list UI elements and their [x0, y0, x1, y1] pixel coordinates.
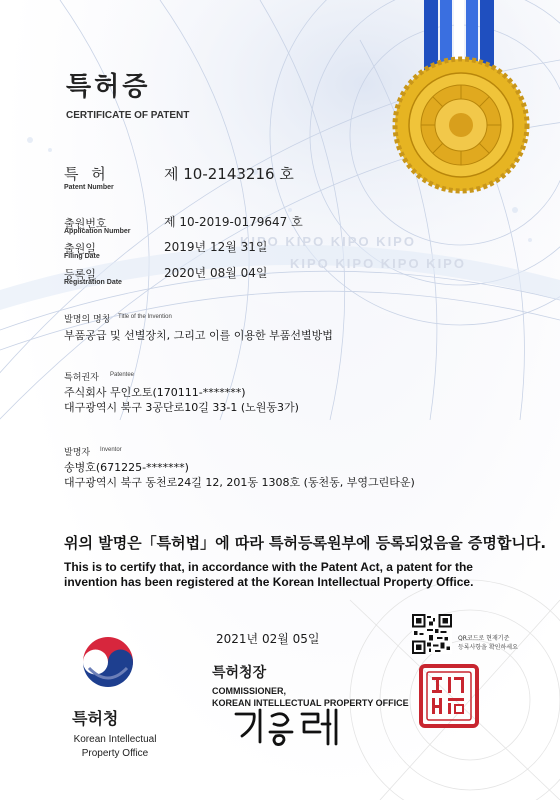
- registration-date-label: 등록일: [64, 268, 96, 281]
- gold-seal: [392, 56, 530, 194]
- patentee-label: 특허권자: [64, 373, 99, 383]
- registration-date-label-en: Registration Date: [64, 279, 122, 286]
- commissioner-title-english-line1: COMMISSIONER,: [212, 686, 287, 696]
- patent-number-label-en: Patent Number: [64, 184, 114, 191]
- commissioner-title-english-line2: KOREAN INTELLECTUAL PROPERTY OFFICE: [212, 698, 409, 708]
- kipo-watermark: KIPO KIPO KIPO KIPO: [290, 256, 466, 271]
- office-name-english-line1: Korean Intellectual: [73, 734, 157, 745]
- commissioner-title-korean: 특허청장: [212, 665, 267, 681]
- patentee-name: 주식회사 무인오토(170111-*******): [64, 386, 246, 399]
- qr-note-line1: QR코드로 현재기준: [458, 635, 510, 642]
- filing-date-label-en: Filing Date: [64, 253, 100, 260]
- certification-english-line1: This is to certify that, in accordance with the Patent Act, a patent for the: [64, 560, 473, 574]
- patentee-address: 대구광역시 북구 3공단로10길 33-1 (노원동3가): [64, 401, 299, 414]
- certification-english-line2: invention has been registered at the Korean Intellectual Property Office.: [64, 575, 474, 589]
- filing-date-value: 2019년 12월 31일: [164, 240, 268, 254]
- official-red-stamp: [418, 663, 480, 729]
- patent-number-value: 제 10-2143216 호: [164, 165, 294, 183]
- document-title: 특허증: [66, 72, 151, 102]
- inventor-address: 대구광역시 북구 동천로24길 12, 201동 1308호 (동천동, 부영그린타운): [64, 476, 415, 489]
- application-number-value: 제 10-2019-0179647 호: [164, 215, 303, 229]
- inventor-label: 발명자: [64, 448, 91, 458]
- filing-date-label: 출원일: [64, 242, 96, 255]
- inventor-label-en: Inventor: [100, 447, 122, 453]
- commissioner-signature: [232, 708, 350, 748]
- registration-date-value: 2020년 08월 04일: [164, 266, 268, 280]
- document-subtitle: CERTIFICATE OF PATENT: [66, 110, 190, 121]
- issue-date: 2021년 02월 05일: [216, 632, 320, 646]
- kipo-logo-icon: [75, 632, 141, 698]
- patent-number-label: 특 허: [64, 165, 110, 183]
- invention-title-value: 부품공급 및 선별장치, 그리고 이를 이용한 부품선별방법: [64, 329, 333, 342]
- certification-korean: 위의 발명은「특허법」에 따라 특허등록원부에 등록되었음을 증명합니다.: [64, 534, 547, 552]
- invention-title-label-en: Title of the Invention: [118, 314, 172, 320]
- application-number-label-en: Application Number: [64, 228, 131, 235]
- kipo-watermark: KIPO KIPO KIPO KIPO: [240, 234, 416, 249]
- application-number-label: 출원번호: [64, 217, 107, 230]
- office-name-english-line2: Property Office: [81, 748, 149, 759]
- office-name-korean: 특허청: [72, 709, 119, 728]
- qr-code[interactable]: [412, 614, 452, 654]
- invention-title-label: 발명의 명칭: [64, 315, 111, 325]
- patentee-label-en: Patentee: [110, 372, 135, 378]
- qr-note-line2: 등록사항을 확인하세요: [458, 644, 518, 651]
- inventor-name: 송병호(671225-*******): [64, 461, 189, 474]
